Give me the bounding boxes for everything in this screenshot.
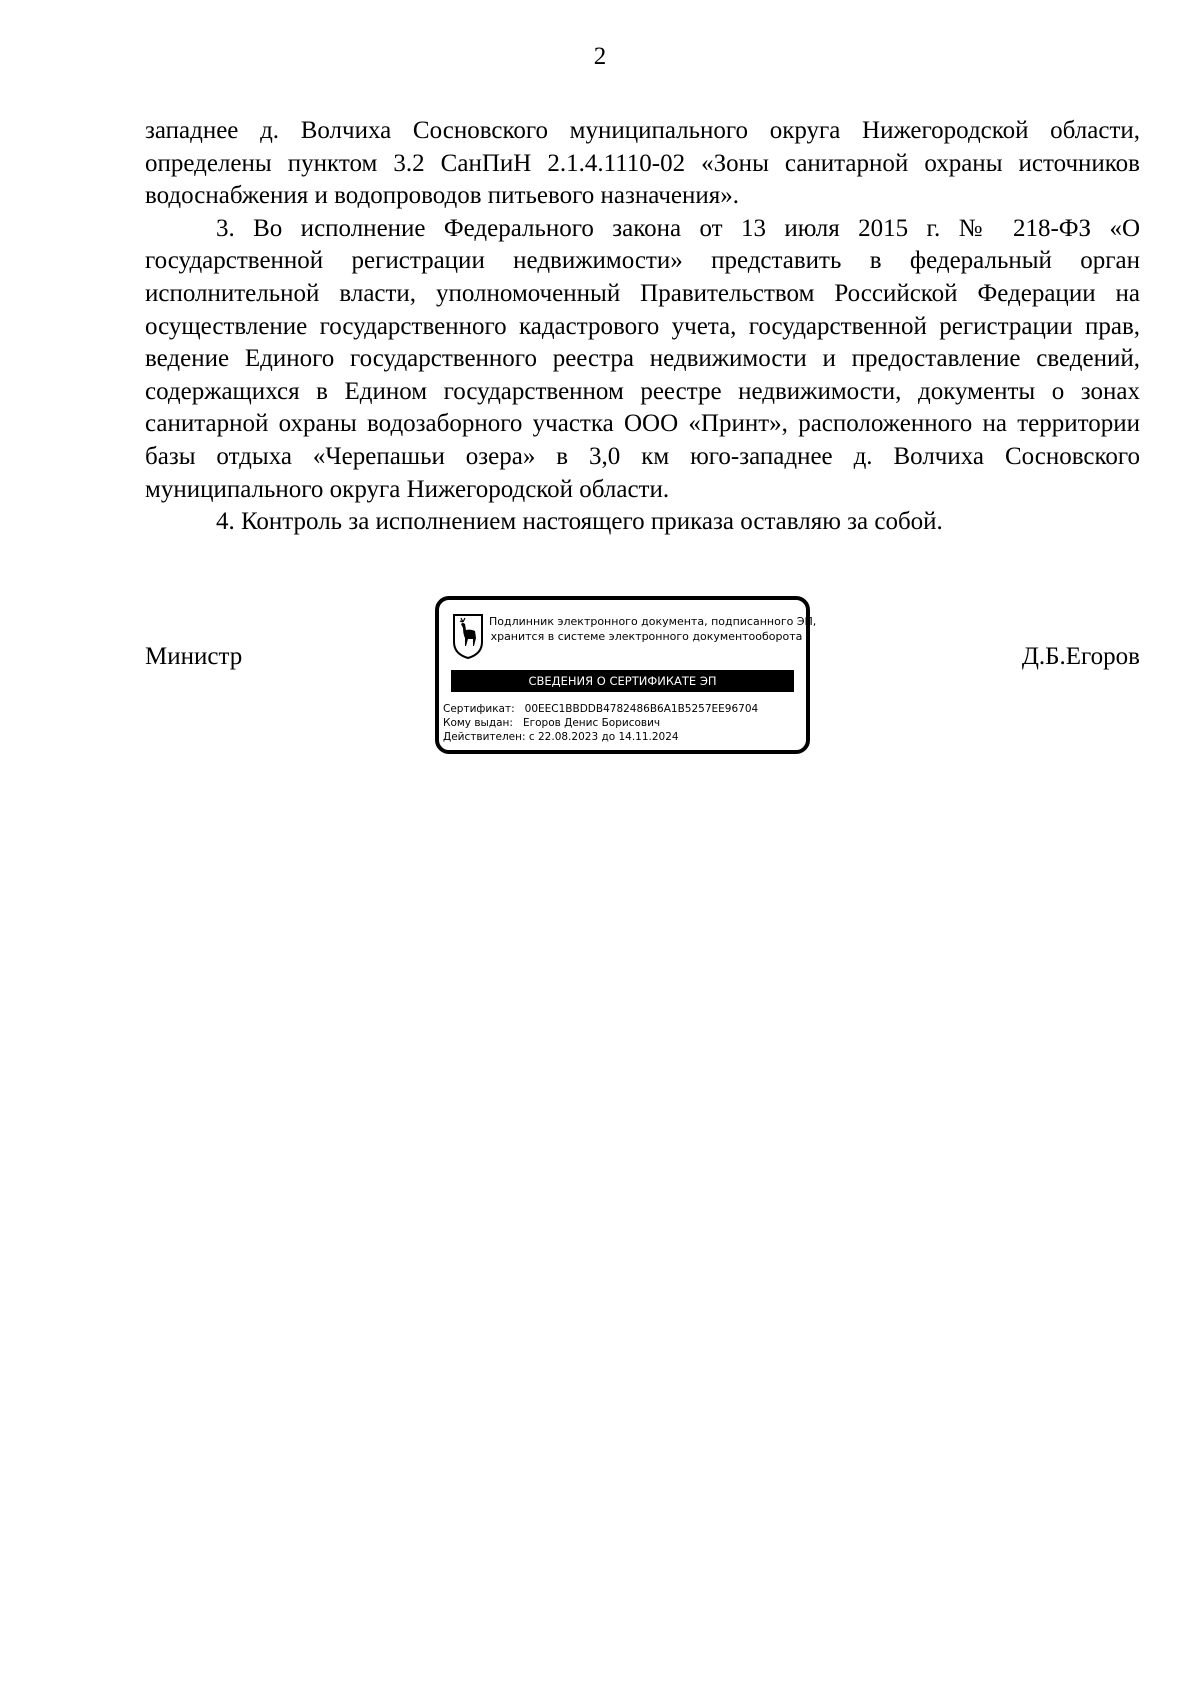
paragraph-3: 3. Во исполнение Федерального закона от 13 июля 2015 г. № 218-ФЗ «О государственной регистрации недвижимости» представить в федеральный орган исполнительной власти, уполномоченный Правительством Российской Федерации на осуществление государственного кадастрового учета, государственной регистрации прав, ведение Единого государственного реестра недвижимости и предоставление сведений, содержащихся в Едином государственном реестре недвижимости, документы о зонах санитарной охраны водозаборного участка ООО «Принт», расположенного на территории базы отдыха «Черепашьи озера» в 3,0 км юго-западнее д. Волчиха Сосновского муниципального округа Нижегородской области. — [145, 214, 1140, 503]
validity-label: Действителен: — [443, 731, 526, 743]
stamp-details — [443, 702, 758, 744]
signer-name: Д.Б.Егоров — [1021, 643, 1140, 670]
document-body — [145, 115, 1140, 539]
certificate-row — [443, 702, 758, 716]
issued-to-value: Егоров Денис Борисович — [522, 717, 661, 729]
validity-row — [443, 730, 758, 744]
stamp-header-line1: Подлинник электронного документа, подписанного ЭП, — [489, 615, 817, 628]
stamp-certificate-bar: СВЕДЕНИЯ О СЕРТИФИКАТЕ ЭП — [451, 670, 794, 692]
stamp-header — [489, 614, 817, 644]
stamp-header-line2: хранится в системе электронного документооборота — [490, 630, 803, 643]
deer-coat-of-arms-icon — [451, 612, 485, 660]
signer-title: Министр — [145, 643, 243, 670]
validity-value: с 22.08.2023 до 14.11.2024 — [528, 731, 679, 743]
electronic-signature-stamp — [435, 596, 817, 754]
issued-to-label: Кому выдан: — [443, 717, 513, 729]
certificate-label: Сертификат: — [443, 703, 515, 715]
issued-to-row — [443, 716, 758, 730]
signature-block — [145, 596, 1140, 761]
certificate-value: 00EEC1BBDDB4782486B6A1B5257EE96704 — [524, 703, 759, 715]
page-number: 2 — [593, 43, 607, 70]
paragraph-continued: западнее д. Волчиха Сосновского муниципального округа Нижегородской области, определены пунктом 3.2 СанПиН 2.1.4.1110-02 «Зоны санитарной охраны источников водоснабжения и водопроводов питьевого назначения». — [145, 117, 1140, 210]
paragraph-4: 4. Контроль за исполнением настоящего приказа оставляю за собой. — [216, 508, 943, 536]
